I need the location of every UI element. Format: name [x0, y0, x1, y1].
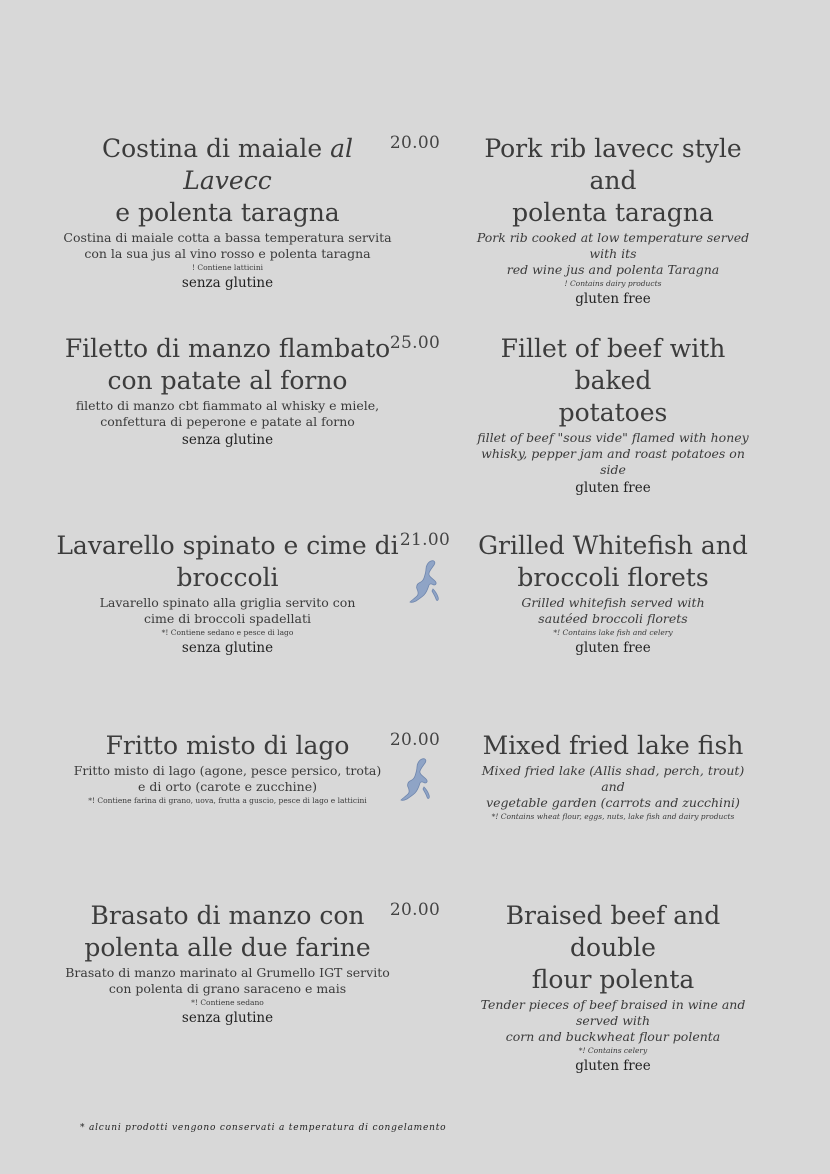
dish-title-it: Brasato di manzo con	[90, 901, 365, 930]
dish-price: 20.00	[389, 133, 441, 153]
dish-title-it-line2: polenta alle due farine	[84, 933, 371, 962]
dish-description-en: Tender pieces of beef braised in wine and served with corn and buckwheat flour polenta	[480, 997, 746, 1044]
italian-column	[55, 530, 400, 657]
dish-title-en: Braised beef and double	[505, 901, 721, 962]
dish-description-it: Lavarello spinato alla griglia servito con cime di broccoli spadellati	[99, 595, 356, 626]
gluten-free-label-en: gluten free	[575, 480, 651, 496]
dish-title-it-line2: e polenta taragna	[115, 198, 340, 227]
dish-title-en: Grilled Whitefish and	[478, 531, 748, 560]
dish-description-it: Costina di maiale cotta a bassa temperatura servita con la sua jus al vino rosso e polenta taragna	[63, 230, 392, 261]
dish-description-it: Fritto misto di lago (agone, pesce persico, trota) e di orto (carote e zucchine)	[73, 763, 382, 794]
dish-description-en: Mixed fried lake (Allis shad, perch, trout) and vegetable garden (carrots and zucchini)	[481, 763, 745, 810]
dish-title-en-line2: broccoli florets	[517, 563, 709, 592]
gluten-free-label-en: gluten free	[575, 640, 651, 656]
gluten-free-label-it: senza glutine	[181, 1010, 274, 1026]
allergen-note-it: *! Contiene sedano e pesce di lago	[161, 628, 294, 637]
allergen-note-en: ! Contains dairy products	[564, 279, 662, 288]
dish-price: 20.00	[389, 730, 441, 750]
english-column	[468, 333, 758, 497]
dish-title-it: Lavarello spinato e cime di	[56, 531, 399, 560]
freezing-footnote: * alcuni prodotti vengono conservati a temperatura di congelamento	[80, 1123, 447, 1133]
italian-column	[55, 900, 400, 1027]
dish-title-en-line2: flour polenta	[531, 965, 695, 994]
gluten-free-label-it: senza glutine	[181, 640, 274, 656]
allergen-note-it: ! Contiene latticini	[191, 263, 264, 272]
dish-description-en: Pork rib cooked at low temperature served with its red wine jus and polenta Taragna	[476, 230, 750, 277]
dish-description-en: fillet of beef "sous vide" flamed with honey whisky, pepper jam and roast potatoes on side	[477, 430, 749, 477]
dish-description-it: Brasato di manzo marinato al Grumello IGT servito con polenta di grano saraceno e mais	[65, 965, 390, 996]
italian-column	[55, 133, 400, 292]
dish-title-en: Fillet of beef with baked	[500, 334, 726, 395]
dish-title-en: Mixed fried lake fish	[482, 731, 744, 760]
english-column	[468, 900, 758, 1075]
dish-description-it: filetto di manzo cbt fiammato al whisky e miele, confettura di peperone e patate al forno	[75, 398, 380, 429]
dish-title-it-line2: broccoli	[176, 563, 279, 592]
english-column	[468, 730, 758, 822]
allergen-note-en: *! Contains lake fish and celery	[553, 628, 673, 637]
dish-description-en: Grilled whitefish served with sautéed broccoli florets	[521, 595, 705, 626]
gluten-free-label-en: gluten free	[575, 291, 651, 307]
dish-title-it: Fritto misto di lago	[105, 731, 350, 760]
gluten-free-label-it: senza glutine	[181, 432, 274, 448]
allergen-note-en: *! Contains wheat flour, eggs, nuts, lake fish and dairy products	[491, 812, 735, 821]
allergen-note-it: *! Contiene sedano	[191, 998, 264, 1007]
dish-price: 20.00	[389, 900, 441, 920]
dish-price: 25.00	[389, 333, 441, 353]
gluten-free-label-it: senza glutine	[181, 275, 274, 291]
english-column	[468, 530, 758, 657]
gluten-free-label-en: gluten free	[575, 1058, 651, 1074]
dish-title-it: Costina di maiale al Lavecc	[101, 134, 354, 195]
dish-title-it-line2: con patate al forno	[107, 366, 348, 395]
allergen-note-it: *! Contiene farina di grano, uova, frutta a guscio, pesce di lago e latticini	[88, 796, 367, 805]
english-column	[468, 133, 758, 308]
italian-column	[55, 730, 400, 806]
dish-title-en-line2: polenta taragna	[512, 198, 714, 227]
dish-title-it: Filetto di manzo flambato	[64, 334, 391, 363]
lake-como-icon	[395, 756, 435, 804]
lake-como-icon	[404, 558, 444, 606]
allergen-note-en: *! Contains celery	[578, 1046, 648, 1055]
dish-title-en-line2: potatoes	[558, 398, 668, 427]
dish-title-en: Pork rib lavecc style and	[484, 134, 742, 195]
dish-price: 21.00	[399, 530, 451, 550]
italian-column	[55, 333, 400, 449]
